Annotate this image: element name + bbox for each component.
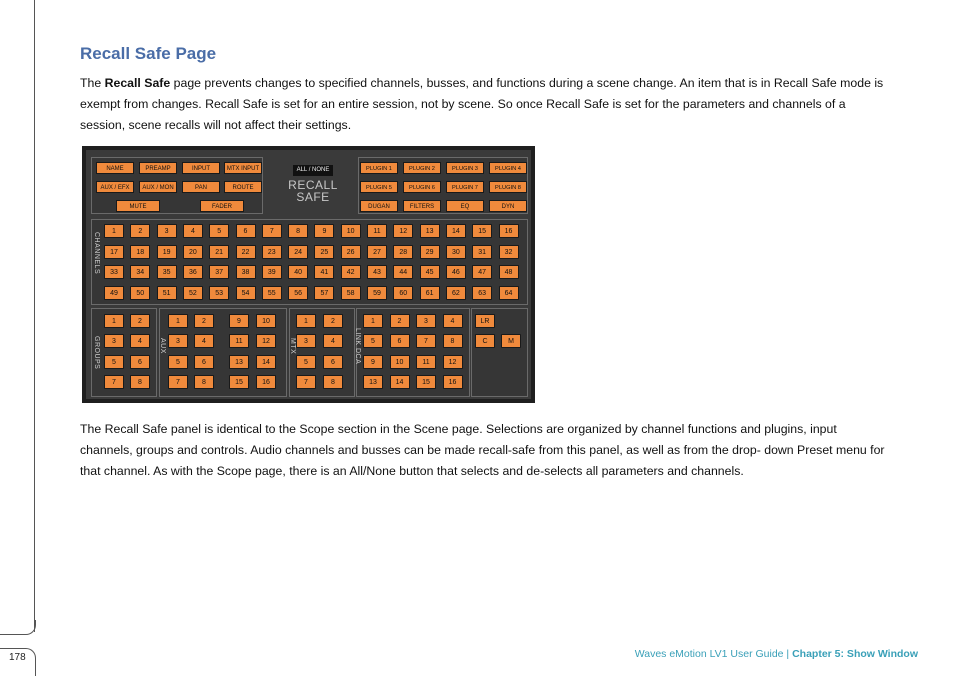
channel-button[interactable]: 49	[104, 286, 124, 300]
linkdca-button[interactable]: 9	[363, 355, 383, 369]
channel-button[interactable]: 37	[209, 265, 229, 279]
channel-button[interactable]: 14	[446, 224, 466, 238]
mtx-button[interactable]: 5	[296, 355, 316, 369]
linkdca-button[interactable]: 8	[443, 334, 463, 348]
channel-button[interactable]: 51	[157, 286, 177, 300]
channel-button[interactable]: 21	[209, 245, 229, 259]
channel-button[interactable]: 38	[236, 265, 256, 279]
intro-prefix: The	[80, 76, 105, 90]
mtx-label: MTX	[289, 338, 296, 355]
aux-button[interactable]: 11	[229, 334, 249, 348]
channel-button[interactable]: 33	[104, 265, 124, 279]
function-button[interactable]: INPUT	[182, 162, 220, 174]
function-button[interactable]: NAME	[96, 162, 134, 174]
channel-button[interactable]: 24	[288, 245, 308, 259]
channel-button[interactable]: 55	[262, 286, 282, 300]
linkdca-button[interactable]: 15	[416, 375, 436, 389]
channel-button[interactable]: 31	[472, 245, 492, 259]
channel-button[interactable]: 29	[420, 245, 440, 259]
group-button[interactable]: 5	[104, 355, 124, 369]
intro-rest: page prevents changes to specified channels, busses, and functions during a scene change. An item that is in Recall Safe mode is exempt from changes. Recall Safe is set for an entire session, not by scene. So once Recall Safe is set for the parameters and channels of a session, scene recalls will not affect their settings.	[80, 76, 884, 132]
plugin-button[interactable]: PLUGIN 2	[403, 162, 441, 174]
channel-button[interactable]: 15	[472, 224, 492, 238]
aux-button[interactable]: 1	[168, 314, 188, 328]
channel-button[interactable]: 41	[314, 265, 334, 279]
channel-button[interactable]: 25	[314, 245, 334, 259]
channel-button[interactable]: 17	[104, 245, 124, 259]
plugin-button[interactable]: DUGAN	[360, 200, 398, 212]
channel-button[interactable]: 64	[499, 286, 519, 300]
aux-button[interactable]: 9	[229, 314, 249, 328]
channel-button[interactable]: 46	[446, 265, 466, 279]
channels-label: CHANNELS	[93, 232, 100, 275]
channel-button[interactable]: 44	[393, 265, 413, 279]
channel-button[interactable]: 11	[367, 224, 387, 238]
aux-button[interactable]: 6	[194, 355, 214, 369]
page-margin-curve	[0, 620, 36, 635]
linkdca-button[interactable]: 5	[363, 334, 383, 348]
channel-button[interactable]: 4	[183, 224, 203, 238]
channel-button[interactable]: 16	[499, 224, 519, 238]
linkdca-button[interactable]: 1	[363, 314, 383, 328]
channel-button[interactable]: 36	[183, 265, 203, 279]
description-paragraph: The Recall Safe panel is identical to the Scope section in the Scene page. Selections are organized by channel functions and plugins, input channels, groups and controls. Audio channels and busses can be made recall-safe from this panel, as well as from the drop- down Preset menu for that channel. As with the Scope page, there is an All/None button that selects and de-selects all parameters and channels.	[80, 422, 885, 478]
channel-button[interactable]: 7	[262, 224, 282, 238]
channel-button[interactable]: 54	[236, 286, 256, 300]
channel-button[interactable]: 3	[157, 224, 177, 238]
linkdca-button[interactable]: 6	[390, 334, 410, 348]
recall-safe-title-line2: SAFE	[296, 190, 330, 204]
channel-button[interactable]: 2	[130, 224, 150, 238]
aux-button[interactable]: 15	[229, 375, 249, 389]
aux-button[interactable]: 3	[168, 334, 188, 348]
channel-button[interactable]: 39	[262, 265, 282, 279]
aux-label: AUX	[159, 338, 166, 354]
aux-button[interactable]: 13	[229, 355, 249, 369]
channel-button[interactable]: 45	[420, 265, 440, 279]
channel-button[interactable]: 18	[130, 245, 150, 259]
group-button[interactable]: 1	[104, 314, 124, 328]
plugin-button[interactable]: PLUGIN 5	[360, 181, 398, 193]
footer-chapter: Chapter 5: Show Window	[792, 648, 918, 660]
plugin-button[interactable]: EQ	[446, 200, 484, 212]
channel-button[interactable]: 12	[393, 224, 413, 238]
channel-button[interactable]: 1	[104, 224, 124, 238]
function-button[interactable]: FADER	[200, 200, 244, 212]
aux-button[interactable]: 14	[256, 355, 276, 369]
aux-button[interactable]: 8	[194, 375, 214, 389]
aux-button[interactable]: 4	[194, 334, 214, 348]
linkdca-button[interactable]: 3	[416, 314, 436, 328]
page-footer	[635, 648, 918, 660]
plugin-button[interactable]: FILTERS	[403, 200, 441, 212]
channel-button[interactable]: 9	[314, 224, 334, 238]
channel-button[interactable]: 63	[472, 286, 492, 300]
groups-label: GROUPS	[93, 336, 100, 370]
intro-bold: Recall Safe	[104, 76, 171, 90]
section-heading: Recall Safe Page	[80, 44, 217, 63]
linkdca-button[interactable]: 14	[390, 375, 410, 389]
channel-button[interactable]: 40	[288, 265, 308, 279]
linkdca-button[interactable]: 16	[443, 375, 463, 389]
mtx-button[interactable]: 8	[323, 375, 343, 389]
plugin-button[interactable]: PLUGIN 3	[446, 162, 484, 174]
channel-button[interactable]: 57	[314, 286, 334, 300]
page-margin-line	[34, 0, 35, 632]
channel-button[interactable]: 62	[446, 286, 466, 300]
plugin-button[interactable]: PLUGIN 4	[489, 162, 527, 174]
function-button[interactable]: AUX / MON	[139, 181, 177, 193]
recall-safe-title-line1: RECALL	[288, 178, 338, 192]
channel-button[interactable]: 61	[420, 286, 440, 300]
all-none-button[interactable]: ALL / NONE	[293, 165, 333, 176]
plugin-button[interactable]: DYN	[489, 200, 527, 212]
linkdca-button[interactable]: 2	[390, 314, 410, 328]
channel-button[interactable]: 19	[157, 245, 177, 259]
linkdca-button[interactable]: 10	[390, 355, 410, 369]
aux-button[interactable]: 10	[256, 314, 276, 328]
channel-button[interactable]: 35	[157, 265, 177, 279]
channel-button[interactable]: 47	[472, 265, 492, 279]
channel-button[interactable]: 13	[420, 224, 440, 238]
mono-button[interactable]: M	[501, 334, 521, 348]
recall-safe-title	[276, 179, 350, 203]
recall-safe-panel	[82, 146, 535, 403]
lr-button[interactable]: LR	[475, 314, 495, 328]
aux-button[interactable]: 5	[168, 355, 188, 369]
channel-button[interactable]: 8	[288, 224, 308, 238]
channel-button[interactable]: 56	[288, 286, 308, 300]
mtx-button[interactable]: 1	[296, 314, 316, 328]
channel-button[interactable]: 5	[209, 224, 229, 238]
channel-button[interactable]: 32	[499, 245, 519, 259]
plugin-button[interactable]: PLUGIN 7	[446, 181, 484, 193]
linkdca-label: LINK DCA	[354, 328, 361, 365]
group-button[interactable]: 7	[104, 375, 124, 389]
channel-button[interactable]: 20	[183, 245, 203, 259]
channel-button[interactable]: 23	[262, 245, 282, 259]
mtx-button[interactable]: 3	[296, 334, 316, 348]
aux-button[interactable]: 16	[256, 375, 276, 389]
group-button[interactable]: 8	[130, 375, 150, 389]
group-button[interactable]: 2	[130, 314, 150, 328]
linkdca-button[interactable]: 11	[416, 355, 436, 369]
plugin-button[interactable]: PLUGIN 8	[489, 181, 527, 193]
center-button[interactable]: C	[475, 334, 495, 348]
channel-button[interactable]: 48	[499, 265, 519, 279]
channel-button[interactable]: 59	[367, 286, 387, 300]
function-button[interactable]: AUX / EFX	[96, 181, 134, 193]
group-button[interactable]: 3	[104, 334, 124, 348]
plugin-button[interactable]: PLUGIN 1	[360, 162, 398, 174]
function-button[interactable]: PAN	[182, 181, 220, 193]
linkdca-button[interactable]: 12	[443, 355, 463, 369]
linkdca-button[interactable]: 13	[363, 375, 383, 389]
channel-button[interactable]: 26	[341, 245, 361, 259]
channel-button[interactable]: 50	[130, 286, 150, 300]
group-button[interactable]: 6	[130, 355, 150, 369]
mtx-button[interactable]: 4	[323, 334, 343, 348]
function-button[interactable]: MUTE	[116, 200, 160, 212]
function-button[interactable]: ROUTE	[224, 181, 262, 193]
channel-button[interactable]: 28	[393, 245, 413, 259]
page-number: 178	[9, 652, 26, 663]
channel-button[interactable]: 34	[130, 265, 150, 279]
mtx-button[interactable]: 2	[323, 314, 343, 328]
aux-button[interactable]: 7	[168, 375, 188, 389]
aux-button[interactable]: 2	[194, 314, 214, 328]
function-button[interactable]: MTX INPUT	[224, 162, 262, 174]
channel-button[interactable]: 42	[341, 265, 361, 279]
channel-button[interactable]: 53	[209, 286, 229, 300]
channel-button[interactable]: 22	[236, 245, 256, 259]
channel-button[interactable]: 10	[341, 224, 361, 238]
channel-button[interactable]: 6	[236, 224, 256, 238]
mtx-button[interactable]: 6	[323, 355, 343, 369]
footer-guide-title: Waves eMotion LV1 User Guide |	[634, 648, 793, 660]
mtx-button[interactable]: 7	[296, 375, 316, 389]
aux-button[interactable]: 12	[256, 334, 276, 348]
recall-safe-panel-inner	[86, 150, 531, 399]
group-button[interactable]: 4	[130, 334, 150, 348]
intro-paragraph	[80, 73, 890, 136]
channel-button[interactable]: 52	[183, 286, 203, 300]
channel-button[interactable]: 43	[367, 265, 387, 279]
linkdca-button[interactable]: 7	[416, 334, 436, 348]
function-button[interactable]: PREAMP	[139, 162, 177, 174]
channel-button[interactable]: 30	[446, 245, 466, 259]
plugin-button[interactable]: PLUGIN 6	[403, 181, 441, 193]
linkdca-button[interactable]: 4	[443, 314, 463, 328]
channel-button[interactable]: 60	[393, 286, 413, 300]
channel-button[interactable]: 58	[341, 286, 361, 300]
channel-button[interactable]: 27	[367, 245, 387, 259]
